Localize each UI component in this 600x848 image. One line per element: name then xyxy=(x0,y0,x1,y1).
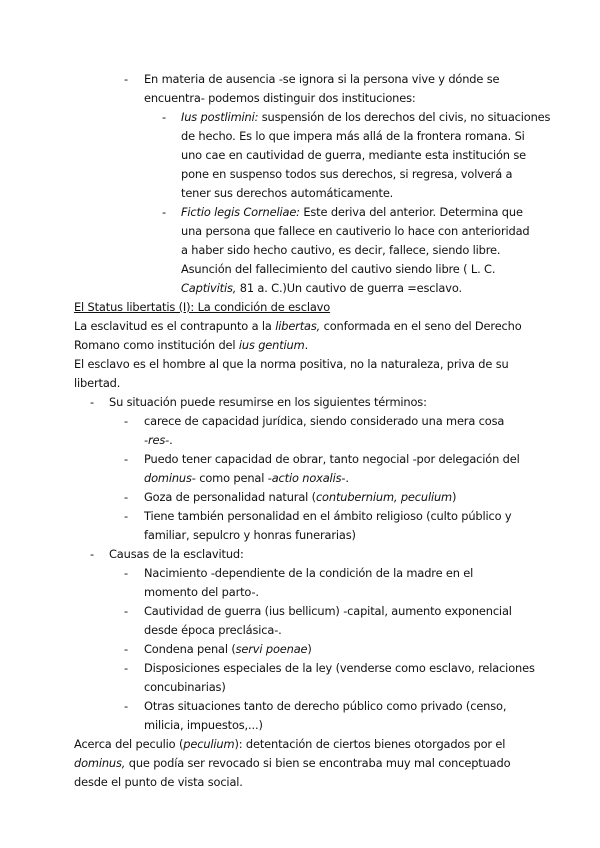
text-line: tener sus derechos automáticamente. xyxy=(181,186,394,200)
text-line xyxy=(74,317,522,336)
text-line: Disposiciones especiales de la ley (venderse como esclavo, relaciones xyxy=(144,661,535,675)
bullet-dash: - xyxy=(124,604,129,618)
text-fragment: ) xyxy=(452,490,457,504)
bullet-dash: - xyxy=(90,395,95,409)
text-line xyxy=(144,640,312,659)
text-line: desde época preclásica-. xyxy=(144,623,282,637)
text-fragment: 81 a. C.)Un cautivo de guerra =esclavo. xyxy=(236,281,462,295)
text-line: familiar, sepulcro y honras funerarias) xyxy=(144,528,356,542)
latin-term: Fictio legis Corneliae: xyxy=(181,205,300,219)
text-line: desde el punto de vista social. xyxy=(74,775,243,789)
latin-term: contubernium, peculium xyxy=(315,490,453,504)
text-line: Asunción del fallecimiento del cautivo siendo libre ( L. C. xyxy=(181,262,496,276)
latin-term: Ius postlimini: xyxy=(181,110,259,124)
text-line: milicia, impuestos,...) xyxy=(144,718,263,732)
text-line: una persona que fallece en cautiverio lo hace con anterioridad xyxy=(181,224,530,238)
text-fragment: ) xyxy=(307,642,312,656)
list-label: Causas de la esclavitud: xyxy=(109,547,244,561)
text-line: pone en suspenso todos sus derechos, si regresa, volverá a xyxy=(181,167,513,181)
bullet-dash: - xyxy=(124,661,129,675)
latin-term: dominus xyxy=(144,471,192,485)
text-line: encuentra- podemos distinguir dos instituciones: xyxy=(144,91,416,105)
bullet-dash: - xyxy=(124,490,129,504)
bullet-dash: - xyxy=(124,72,129,86)
latin-term: Captivitis, xyxy=(181,281,237,295)
latin-term: actio noxalis xyxy=(271,471,342,485)
latin-term: -res- xyxy=(144,433,170,447)
text-line: En materia de ausencia -se ignora si la persona vive y dónde se xyxy=(144,72,500,86)
text-fragment: que podía ser revocado si bien se encontraba muy mal conceptuado xyxy=(125,756,511,770)
text-line: Tiene también personalidad en el ámbito religioso (culto público y xyxy=(144,509,512,523)
latin-term: peculium xyxy=(183,737,235,751)
text-fragment: Condena penal ( xyxy=(144,642,236,656)
text-line xyxy=(74,735,505,754)
text-line: de hecho. Es lo que impera más allá de la frontera romana. Si xyxy=(181,129,525,143)
bullet-dash: - xyxy=(162,110,167,124)
text-line xyxy=(144,431,173,450)
text-line: concubinarias) xyxy=(144,680,226,694)
text-line xyxy=(181,279,462,298)
bullet-dash: - xyxy=(124,566,129,580)
text-fragment: ): detentación de ciertos bienes otorgados por el xyxy=(234,737,506,751)
text-fragment: . xyxy=(169,433,173,447)
text-line: El esclavo es el hombre al que la norma positiva, no la naturaleza, priva de su xyxy=(74,357,509,371)
text-line: a haber sido hecho cautivo, es decir, fallece, siendo libre. xyxy=(181,243,501,257)
text-fragment: suspensión de los derechos del civis, no situaciones xyxy=(258,110,551,124)
text-fragment: . xyxy=(304,338,309,352)
text-fragment: Acerca del peculio ( xyxy=(74,737,184,751)
bullet-dash: - xyxy=(124,414,129,428)
latin-term: servi poenae xyxy=(235,642,308,656)
section-heading: El Status libertatis (I): La condición de esclavo xyxy=(74,300,331,314)
latin-term: ius gentium xyxy=(238,338,305,352)
text-line: momento del parto-. xyxy=(144,585,259,599)
list-label: Su situación puede resumirse en los siguientes términos: xyxy=(109,395,427,409)
text-fragment: Este deriva del anterior. Determina que xyxy=(299,205,523,219)
bullet-dash: - xyxy=(90,547,95,561)
bullet-dash: - xyxy=(162,205,167,219)
text-line xyxy=(181,108,550,127)
text-fragment: conformada en el seno del Derecho xyxy=(320,319,522,333)
text-line: Cautividad de guerra (ius bellicum) -capital, aumento exponencial xyxy=(144,604,512,618)
text-fragment: -. xyxy=(341,471,349,485)
bullet-dash: - xyxy=(124,509,129,523)
text-line xyxy=(74,336,308,355)
text-line: carece de capacidad jurídica, siendo considerado una mera cosa xyxy=(144,414,505,428)
text-line xyxy=(144,469,349,488)
text-line: Nacimiento -dependiente de la condición de la madre en el xyxy=(144,566,474,580)
text-line: Otras situaciones tanto de derecho público como privado (censo, xyxy=(144,699,507,713)
bullet-dash: - xyxy=(124,642,129,656)
text-line: Puedo tener capacidad de obrar, tanto negocial -por delegación del xyxy=(144,452,520,466)
text-fragment: Goza de personalidad natural ( xyxy=(144,490,316,504)
text-line xyxy=(144,488,456,507)
text-line xyxy=(181,203,523,222)
text-fragment: Romano como institución del xyxy=(74,338,239,352)
text-line xyxy=(74,754,510,773)
latin-term: dominus, xyxy=(74,756,126,770)
text-line: uno cae en cautividad de guerra, mediante esta institución se xyxy=(181,148,526,162)
bullet-dash: - xyxy=(124,699,129,713)
bullet-dash: - xyxy=(124,452,129,466)
latin-term: libertas, xyxy=(275,319,321,333)
text-fragment: La esclavitud es el contrapunto a la xyxy=(74,319,276,333)
text-line: libertad. xyxy=(74,376,121,390)
text-fragment: - como penal - xyxy=(191,471,272,485)
